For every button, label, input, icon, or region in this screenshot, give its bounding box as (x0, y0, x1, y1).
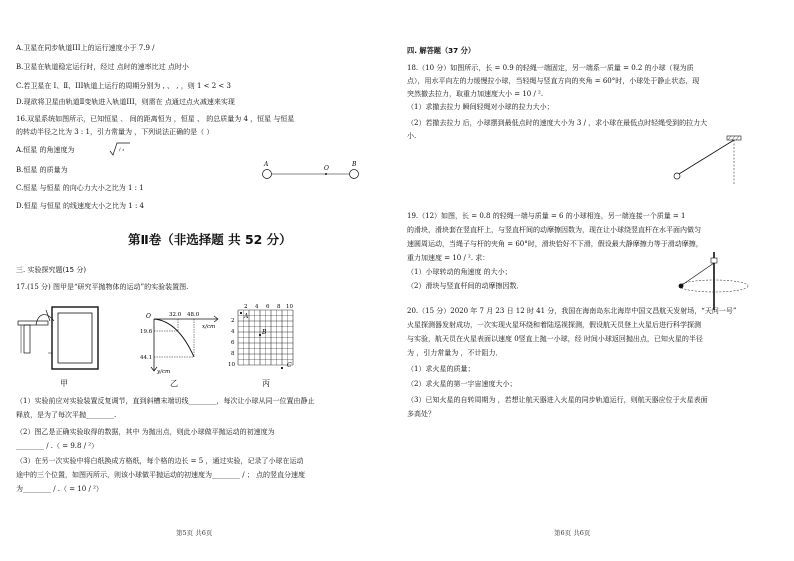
trajectory-curve (154, 319, 194, 357)
q18-pendulum-figure (667, 134, 747, 190)
caption-jia: 甲 (60, 379, 68, 388)
fig-jia-apparatus (16, 305, 116, 377)
slider (711, 258, 717, 263)
binary-star-figure (258, 162, 363, 184)
y-tick-2: 44.1 (140, 355, 153, 361)
q20-line7: （3）已知火星的自转周期为 ，若想让航天器进入火星的同步轨道运行，则航天器应位于火星表面 (407, 396, 708, 404)
left-footer: 第5页 共6页 (176, 529, 213, 537)
q17-part1-line1: （1）实验前应对实验装置反复调节，直到斜槽末端切线________，每次让小球从同一位置由静止 (16, 397, 315, 405)
q16-option-d: D.恒星 与恒星 的线速度大小之比为 1 : 4 (16, 202, 144, 210)
ball (679, 284, 684, 289)
part4-header: 四. 解答题（37 分） (407, 46, 476, 55)
q20-line6: （2）求火星的第一宇宙速度大小； (407, 380, 517, 388)
grid-side-10: 10 (228, 362, 235, 368)
part3-header: 三. 实验探究题(15 分) (16, 266, 87, 274)
rope (679, 140, 734, 174)
rope (682, 263, 714, 285)
right-footer: 第6页 共6页 (554, 529, 591, 537)
q17-stem: 17.(15 分) 图甲是“研究平抛物体的运动”的实验装置图. (16, 283, 189, 291)
caption-bing: 丙 (262, 379, 270, 388)
grid-top-10: 10 (286, 304, 293, 310)
grid-top-4: 4 (255, 304, 259, 310)
q19-line5: （1）小球转动的角速度 的大小； (407, 268, 512, 276)
q19-line2: 的滑块，滑块套在竖直杆上，与竖直杆间的动摩擦因数为，现在让小球绕竖直杆在水平面内做匀 (407, 226, 701, 234)
grid-side-2: 2 (231, 318, 235, 324)
q17-part2-line2: ________ / .（ = 9.8 / ²） (16, 442, 99, 450)
q16-option-a: A.恒星 的角速度为 (16, 146, 75, 154)
q20-line5: （1）求火星的质量； (407, 365, 475, 373)
point-c (281, 367, 283, 369)
y-tick-1: 19.6 (140, 329, 153, 335)
q19-conical-figure (675, 250, 765, 312)
q19-line4: 重力加速度 = 10 / ². 求： (407, 254, 490, 262)
origin-label: O (146, 313, 151, 320)
caption-yi: 乙 (170, 379, 178, 388)
q16-stem-line1: 16.双星系统如图所示，已知恒星 、 间的距离恒为 ，恒星 、 的总质量为 4 ，恒星 与恒星 (16, 115, 295, 123)
x-unit: x/cm (202, 324, 216, 330)
fig-yi-trajectory (132, 313, 222, 375)
point-a (240, 312, 242, 314)
point-c-label: C (287, 362, 292, 369)
point-a-label: A (244, 313, 249, 320)
q17-part2-line1: （2）图乙是正确实验取得的数据，其中 为抛出点，则此小球做平抛运动的初速度为 (16, 428, 275, 436)
grid-side-8: 8 (231, 351, 235, 357)
q18-line4: （1）求撤去拉力 瞬间轻绳对小球的拉力大小； (407, 103, 554, 111)
right-page (397, 0, 794, 561)
q20-line2: 火星探测器发射成功，一次实现火星环绕和着陆巡视探测，假设航天员登上火星后进行科学探测 (407, 321, 701, 329)
q15-option-b: B.卫星在轨道稳定运行时，经过 点时的速率比过 点时小 (16, 63, 189, 71)
q15-option-a: A.卫星在同步轨道III上的运行速度小于 7.9 / (16, 44, 155, 52)
point-b-label: B (262, 329, 267, 336)
section-title: 第Ⅱ卷（非选择题 共 52 分） (128, 232, 292, 247)
label-o: O (324, 165, 329, 172)
q18-line2: 点），用水平向左的力缓慢拉小球，当轻绳与竖直方向的夹角 = 60°时，小球处于静止状态，现 (407, 77, 700, 85)
label-b: B (352, 161, 357, 168)
grid-top-6: 6 (266, 304, 270, 310)
q17-part3-line3: 为________ / .（ = 10 / ²） (16, 485, 103, 493)
star-a (263, 170, 272, 179)
x-tick-2: 48.0 (187, 312, 200, 318)
q17-part3-line1: （3）在另一次实验中将白纸换成方格纸，每个格的边长 = 5 ，通过实验，记录了小球在运动 (16, 457, 304, 465)
q20-line8: 多高处？ (407, 410, 435, 418)
q15-option-d: D.现欲将卫星由轨道Ⅱ变轨进入轨道III，则需在 点通过点火减速来实现 (16, 98, 235, 106)
point-b (259, 334, 261, 336)
q17-part1-line2: 释放，是为了每次平抛________. (16, 411, 117, 419)
q15-option-c: C.若卫星在 Ⅰ、Ⅱ、III轨道上运行的周期分别为 , 、 , ，则 1 < 2 < 3 (16, 82, 231, 90)
q19-line1: 19.（12）如图，长 = 0.8 的轻绳一端与质量 = 6 的小球相连，另一端连接一个质量 = 1 (407, 212, 686, 220)
grid-side-4: 4 (231, 329, 235, 335)
q20-line4: 为 ，引力常量为 ，不计阻力． (407, 349, 503, 357)
ball (674, 173, 680, 179)
x-tick-1: 32.0 (169, 312, 182, 318)
q18-line1: 18.（10 分）如图所示，长 = 0.9 的轻绳一端固定，另一端系一质量 = 0.2 的小球（视为质 (407, 64, 694, 72)
grid-side-6: 6 (231, 340, 235, 346)
q20-line1: 20.（15 分）2020 年 7 月 23 日 12 时 41 分，我国在海南岛东北海岸中国文昌航天发射场，“天问一号” (407, 307, 737, 315)
label-a: A (264, 161, 269, 168)
star-b (350, 170, 359, 179)
grid-top-2: 2 (244, 304, 248, 310)
q18-line5: （2）若撤去拉力 后，小球摆到最低点时的速度大小为 3 / ，求小球在最低点时轻绳受到的拉力大 (407, 119, 708, 127)
q18-line3: 突然撤去拉力，取重力加速度大小 = 10 / ². (407, 90, 544, 98)
q20-line3: 与实验，航天员在火星表面以速度 0竖直上抛一小球，经 时间小球返回抛出点，已知火星的半径 (407, 335, 703, 343)
omega-radicand: / ₃ (119, 147, 125, 153)
grid-top-8: 8 (277, 304, 281, 310)
q19-line3: 速圆周运动，当绳子与杆的夹角 = 60°时，滑块恰好不下滑，假设最大静摩擦力等于滑动摩擦， (407, 240, 703, 248)
fig-bing-grid (230, 301, 296, 379)
q16-option-b: B.恒星 的质量为 (16, 166, 68, 174)
q17-part3-line2: 途中的三个位置，如图丙所示，则该小球做平抛运动的初速度为________ / ； 点的竖直分速度 (16, 471, 306, 479)
y-unit: y/cm (157, 369, 171, 375)
q16-option-c: C.恒星 与恒星 的向心力大小之比为 1 : 1 (16, 184, 144, 192)
q16-stem-line2: 的转动半径之比为 3 : 1，引力常量为 ，下列说法正确的是（ ） (16, 128, 214, 136)
center-o (325, 173, 327, 175)
q19-line6: （2）滑块与竖直杆间的动摩擦因数． (407, 282, 524, 290)
q18-line6: 小. (407, 132, 417, 140)
